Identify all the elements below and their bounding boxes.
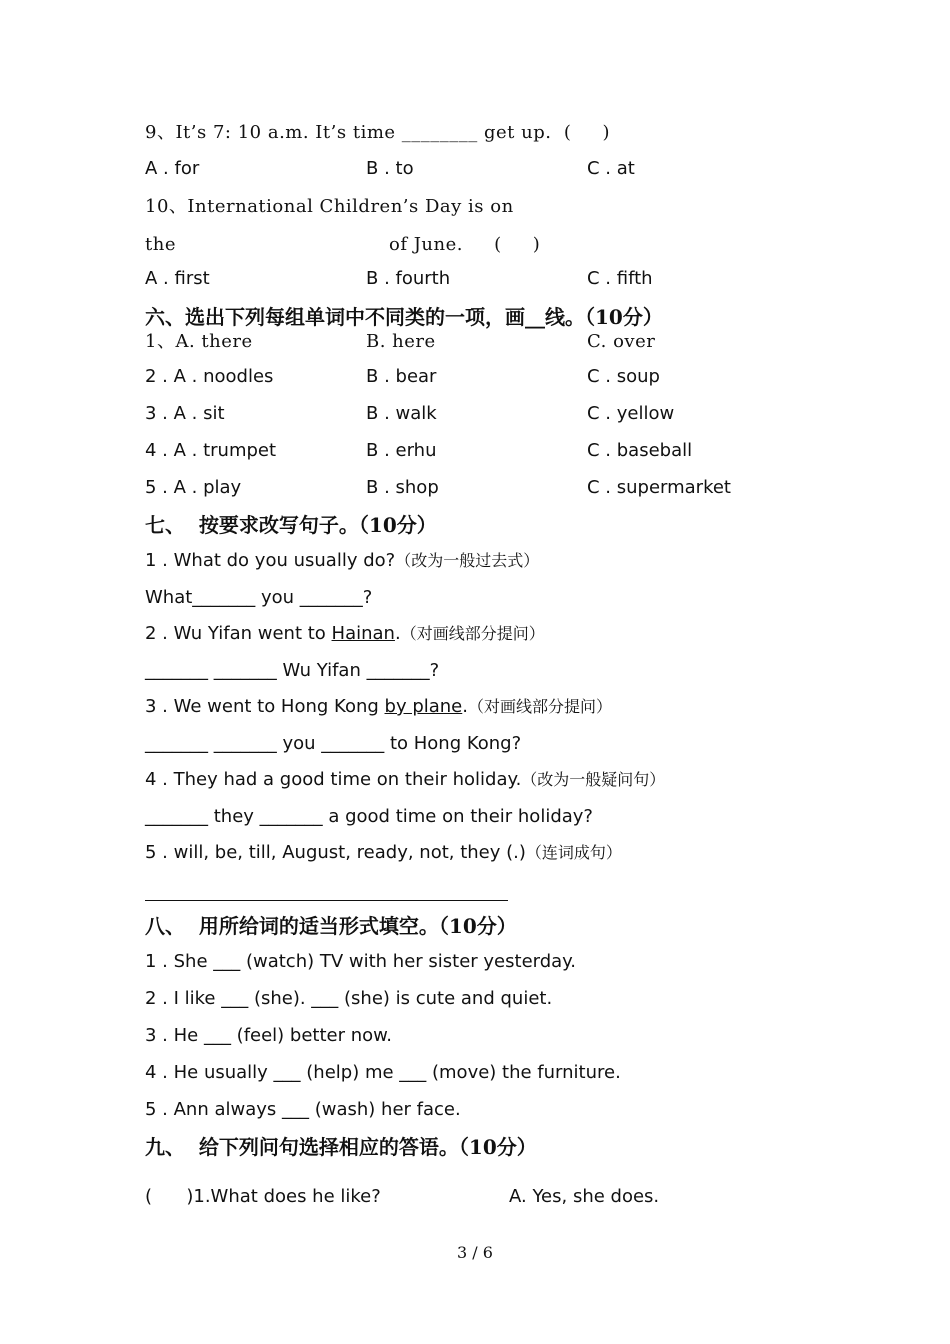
- sec7-q1-answer: What_______ you _______?: [145, 587, 373, 608]
- sec9-q1: ( )1.What does he like?: [145, 1186, 381, 1207]
- sec7-q1-text: 1 . What do you usually do?: [145, 550, 396, 571]
- sec6-row2-b: B . bear: [366, 366, 437, 387]
- sec9-answer-a: A. Yes, she does.: [509, 1186, 660, 1207]
- sec7-q3-underlined: by plane: [384, 696, 463, 717]
- section-8-title: 八、 用所给词的适当形式填空。（10分）: [145, 914, 517, 938]
- sec8-item-2: 2 . I like ___ (she). ___ (she) is cute and quiet.: [145, 988, 553, 1009]
- sec7-q4-answer: _______ they _______ a good time on their holiday?: [145, 806, 593, 827]
- sec7-q2: [145, 622, 545, 646]
- sec6-row5-b: B . shop: [366, 477, 439, 498]
- sec7-q2-note: （对画线部分提问）: [400, 624, 545, 643]
- sec7-q3: [145, 695, 612, 719]
- sec6-row2-a: 2 . A . noodles: [145, 366, 274, 387]
- sec6-row3-c: C . yellow: [587, 403, 675, 424]
- sec6-row4-c: C . baseball: [587, 440, 693, 461]
- sec7-q5-answer-line: [145, 900, 508, 901]
- sec7-q3-post: .: [462, 696, 468, 717]
- sec8-item-4: 4 . He usually ___ (help) me ___ (move) the furniture.: [145, 1062, 621, 1083]
- sec6-row4-b: B . erhu: [366, 440, 437, 461]
- q9-stem: 9、It’s 7: 10 a.m. It’s time ________ get up. ( ): [145, 122, 611, 143]
- sec7-q4-text: 4 . They had a good time on their holiday.: [145, 769, 522, 790]
- sec6-row3-a: 3 . A . sit: [145, 403, 225, 424]
- sec8-item-1: 1 . She ___ (watch) TV with her sister yesterday.: [145, 951, 576, 972]
- q9-option-c: C . at: [587, 158, 635, 179]
- q10-stem-line1: 10、International Children’s Day is on: [145, 196, 514, 217]
- sec7-q2-underlined: Hainan: [331, 623, 395, 644]
- section-9-title: 九、 给下列问句选择相应的答语。（10分）: [145, 1135, 537, 1159]
- sec7-q3-answer: _______ _______ you _______ to Hong Kong?: [145, 733, 522, 754]
- sec7-q4-note: （改为一般疑问句）: [521, 770, 666, 789]
- sec6-row4-a: 4 . A . trumpet: [145, 440, 277, 461]
- sec7-q4: [145, 768, 665, 792]
- sec7-q1-note: （改为一般过去式）: [395, 551, 540, 570]
- sec7-q2-post: .: [394, 623, 401, 644]
- sec7-q3-note: （对画线部分提问）: [468, 697, 613, 716]
- sec8-item-5: 5 . Ann always ___ (wash) her face.: [145, 1099, 461, 1120]
- section-6-title: 六、选出下列每组单词中不同类的一项，画__线。（10分）: [145, 305, 663, 329]
- sec7-q5-text: 5 . will, be, till, August, ready, not, they (.): [145, 842, 526, 863]
- sec6-row5-a: 5 . A . play: [145, 477, 242, 498]
- sec6-row1-b: B. here: [366, 331, 436, 352]
- q10-option-c: C . fifth: [587, 268, 653, 289]
- sec7-q3-pre: 3 . We went to Hong Kong: [145, 696, 385, 717]
- q10-option-a: A . first: [145, 268, 210, 289]
- sec6-row1-a: 1、A. there: [145, 331, 253, 352]
- sec6-row5-c: C . supermarket: [587, 477, 731, 498]
- sec6-row2-c: C . soup: [587, 366, 660, 387]
- q10-stem-line2-left: the: [145, 234, 176, 255]
- sec8-item-3: 3 . He ___ (feel) better now.: [145, 1025, 392, 1046]
- sec7-q2-answer: _______ _______ Wu Yifan _______?: [145, 660, 440, 681]
- sec7-q5: [145, 841, 622, 865]
- q10-stem-line2-right: of June. ( ): [389, 234, 541, 255]
- q9-option-b: B . to: [366, 158, 414, 179]
- page-number: 3 / 6: [457, 1243, 493, 1262]
- q10-option-b: B . fourth: [366, 268, 451, 289]
- sec6-row3-b: B . walk: [366, 403, 437, 424]
- q9-option-a: A . for: [145, 158, 200, 179]
- sec7-q1: [145, 549, 539, 573]
- section-7-title: 七、 按要求改写句子。（10分）: [145, 513, 437, 537]
- sec7-q5-note: （连词成句）: [525, 843, 622, 862]
- sec7-q2-pre: 2 . Wu Yifan went to: [145, 623, 332, 644]
- sec6-row1-c: C. over: [587, 331, 656, 352]
